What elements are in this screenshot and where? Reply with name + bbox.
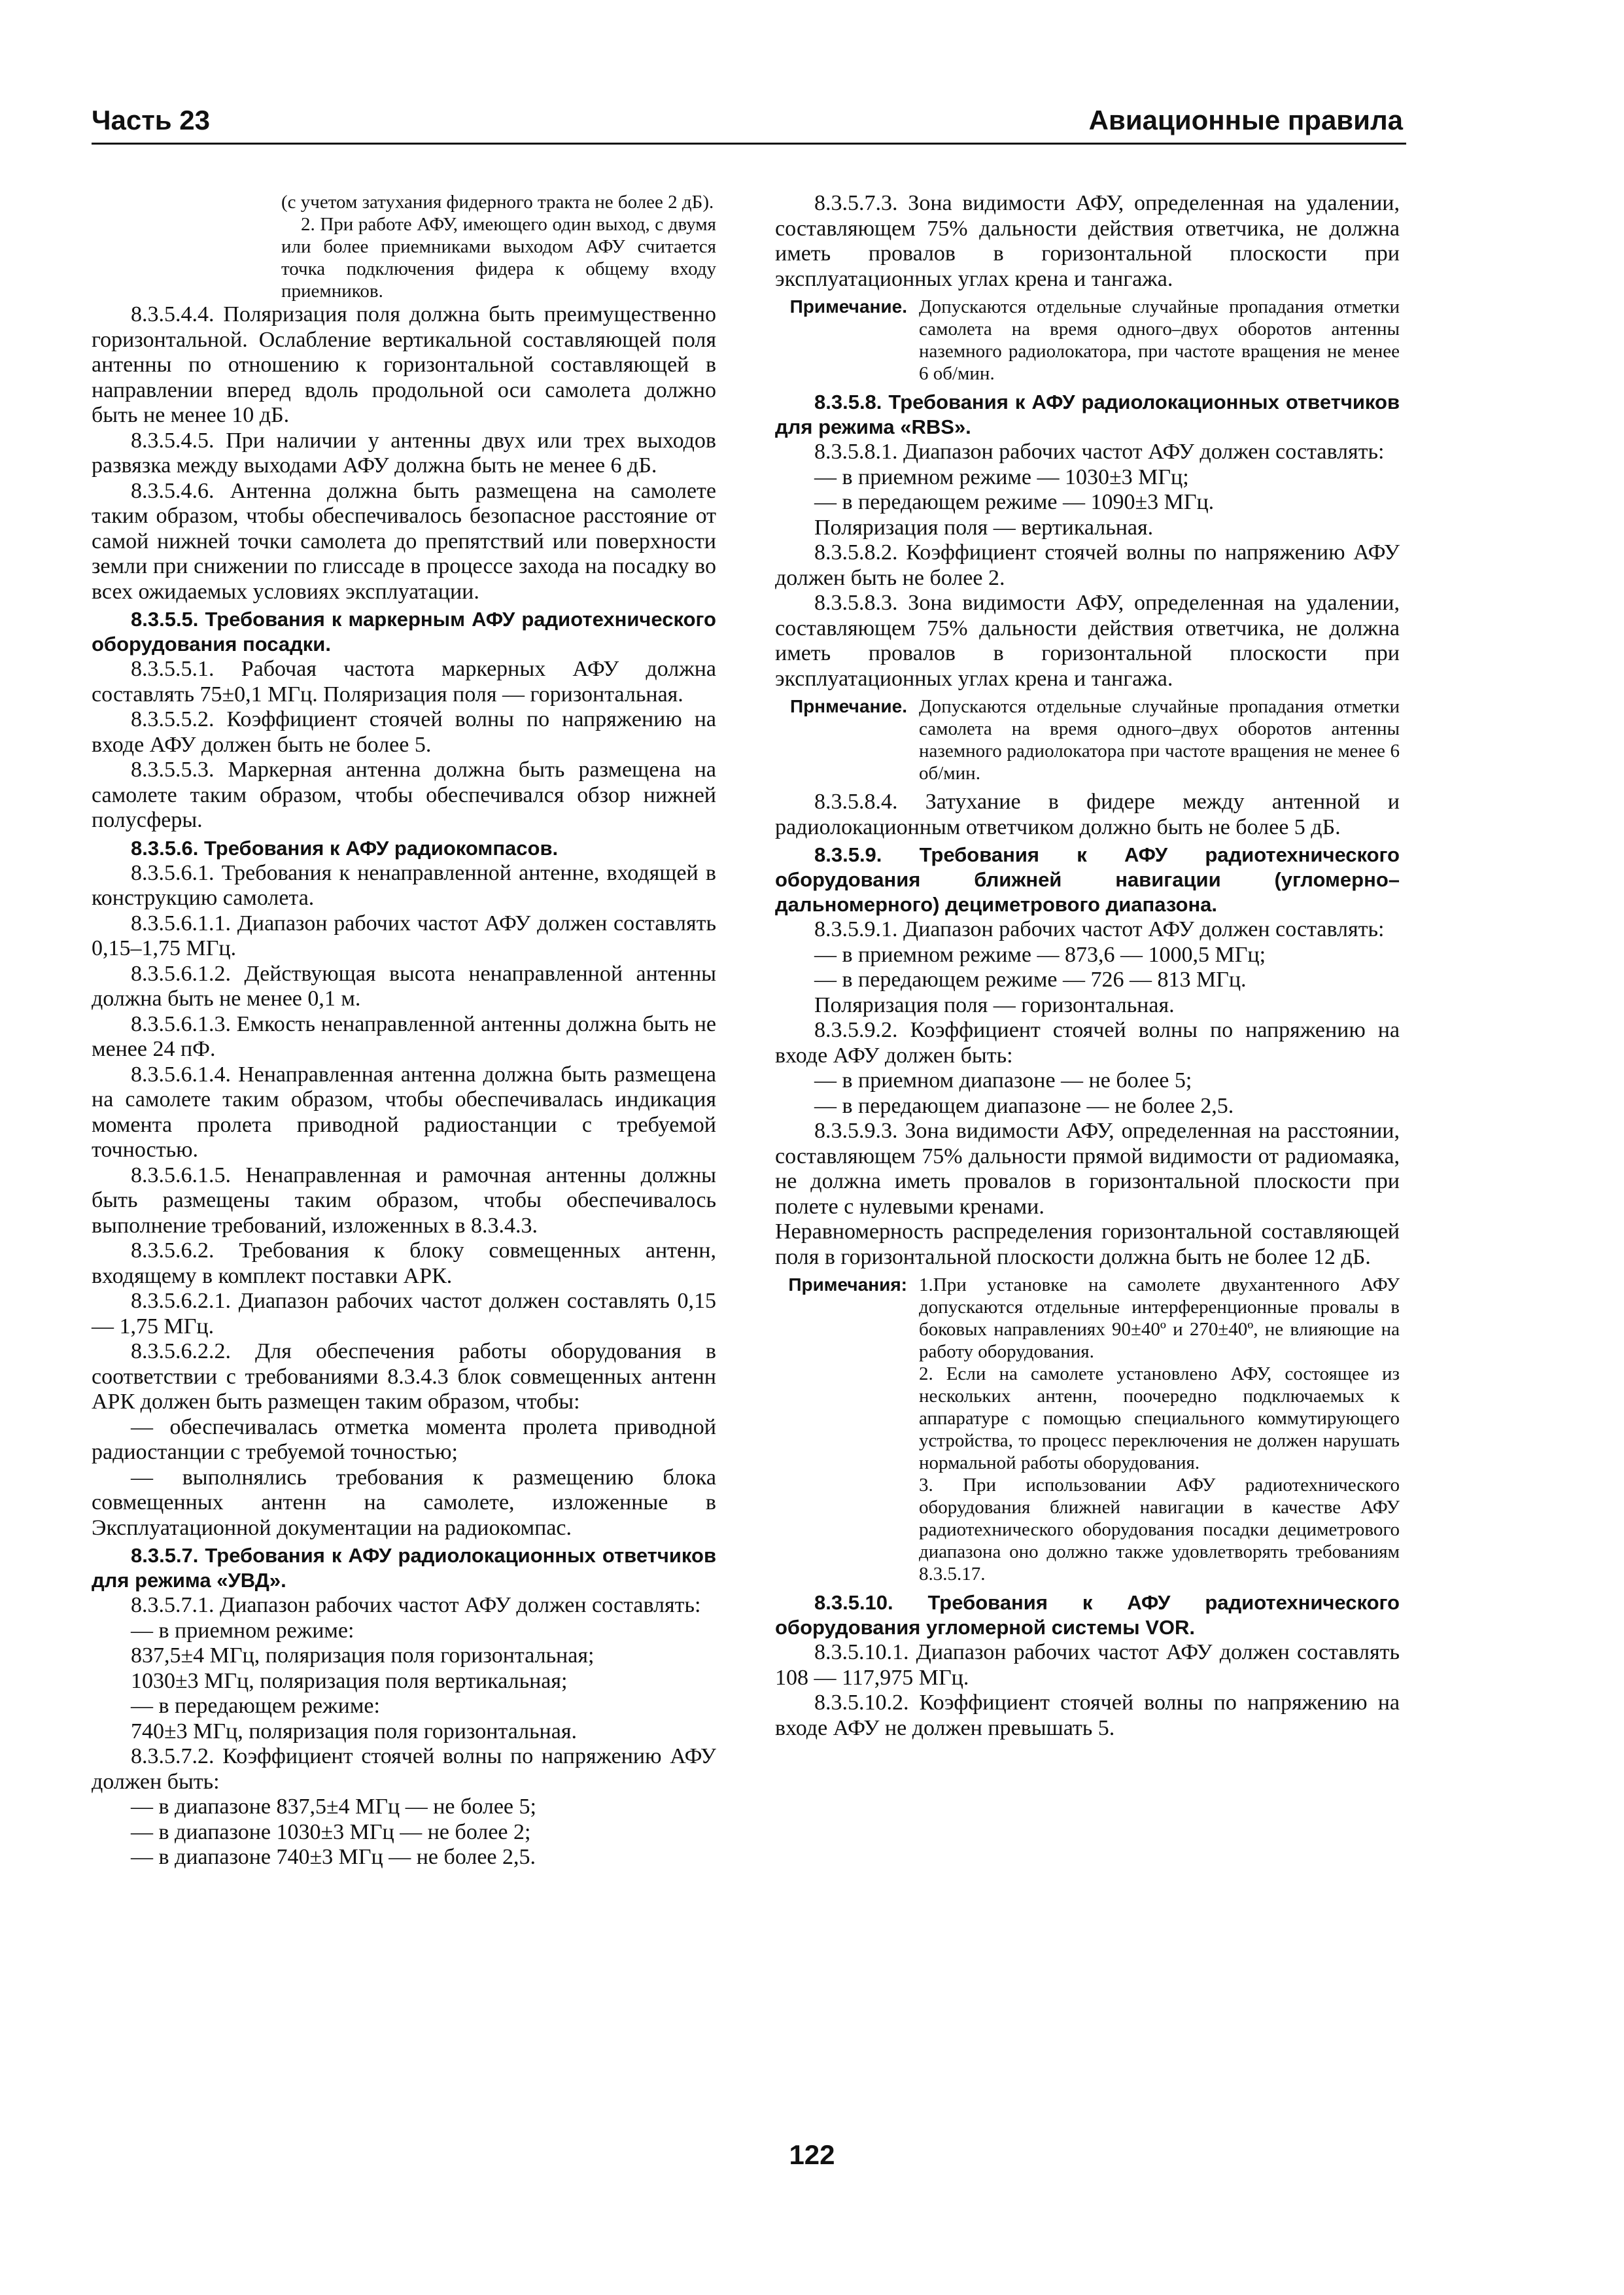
list-item: Поляризация поля — вертикальная. <box>814 515 1154 540</box>
list-item: — в приемном диапазоне — не более 5; <box>814 1068 1192 1093</box>
list-item: — в передающем режиме — 1090±3 МГц. <box>814 490 1215 514</box>
list-item: — в приемном режиме: <box>131 1618 354 1643</box>
note-item-2: 2. Если на самолете установлено АФУ, состоящее из нескольких антенн, поочередно подключаемых к аппаратуре с помощью специального коммутирующего устройства, то процесс переключения не должен нарушать нормальной работы оборудования. <box>919 1363 1400 1473</box>
list-item: — в приемном режиме — 873,6 — 1000,5 МГц; <box>814 942 1266 967</box>
note-fragment: (с учетом затухания фидерного тракта не более 2 дБ). <box>281 192 714 213</box>
paragraph: 8.3.5.5.3. Маркерная антенна должна быть размещена на самолете таким образом, чтобы обеспечивался обзор нижней полусферы. <box>92 758 716 832</box>
list-item: — в передающем диапазоне — не более 2,5. <box>814 1093 1234 1118</box>
paragraph: 8.3.5.5.1. Рабочая частота маркерных АФУ должна составлять 75±0,1 МГц. Поляризация поля — горизонтальная. <box>92 657 716 707</box>
paragraph: 8.3.5.6.1.5. Ненаправленная и рамочная антенны должны быть размещены таким образом, чтобы обеспечивалось выполнение требований, изложенных в 8.3.4.3. <box>92 1163 716 1238</box>
paragraph: 8.3.5.6.1.3. Емкость ненаправленной антенны должна быть не менее 24 пФ. <box>92 1011 716 1061</box>
list-item: — в диапазоне 837,5±4 МГц — не более 5; <box>131 1795 536 1819</box>
paragraph: 8.3.5.8.1. Диапазон рабочих частот АФУ должен составлять: <box>814 440 1385 464</box>
section-heading: 8.3.5.8. Требования к АФУ радиолокационных ответчиков для режима «RBS». <box>775 391 1400 438</box>
paragraph: 8.3.5.6.1. Требования к ненаправленной антенне, входящей в конструкцию самолета. <box>92 860 716 910</box>
section-heading: 8.3.5.5. Требования к маркерным АФУ радиотехнического оборудования посадки. <box>92 608 716 656</box>
list-item: — обеспечивалась отметка момента пролета приводной радиостанции с требуемой точностью; <box>92 1414 716 1464</box>
list-item: — в передающем режиме: <box>131 1694 380 1718</box>
list-item: — выполнялись требования к размещению блока совмещенных антенн на самолете, изложенные в Эксплуатационной документации на радиокомпас. <box>92 1465 716 1540</box>
note-item-1: 1.При установке на самолете двухантенного АФУ допускаются отдельные интерференционные провалы в боковых направлениях 90±40º и 270±40º, не влияющие на работу оборудования. <box>919 1274 1400 1362</box>
paragraph: 8.3.5.4.6. Антенна должна быть размещена на самолете таким образом, чтобы обеспечивалось безопасное расстояние от самой нижней точки самолета до препятствий или поверхности земли при снижении по глиссаде в процессе захода на посадку во всех ожидаемых условиях эксплуатации. <box>92 478 716 604</box>
notes-block <box>775 1274 1400 1585</box>
paragraph: 8.3.5.6.2.2. Для обеспечения работы оборудования в соответствии с требованиями 8.3.4.3 блок совмещенных антенн АРК должен быть размещен таким образом, чтобы: <box>92 1339 716 1414</box>
header-rule <box>92 143 1406 145</box>
part-label: Часть 23 <box>92 105 211 135</box>
section-heading: 8.3.5.9. Требования к АФУ радиотехнического оборудования ближней навигации (угломерно–дальномерного) дециметрового диапазона. <box>775 843 1400 916</box>
paragraph: 8.3.5.7.2. Коэффициент стоячей волны по напряжению АФУ должен быть: <box>92 1744 716 1794</box>
paragraph: Неравномерность распределения горизонтальной составляющей поля в горизонтальной плоскости должна быть не более 12 дБ. <box>775 1219 1400 1269</box>
paragraph: 8.3.5.9.2. Коэффициент стоячей волны по напряжению на входе АФУ должен быть: <box>775 1018 1400 1068</box>
note-block <box>775 296 1400 385</box>
section-heading: 8.3.5.6. Требования к АФУ радиокомпасов. <box>131 836 559 860</box>
paragraph: 8.3.5.6.1.4. Ненаправленная антенна должна быть размещена на самолете таким образом, чтобы обеспечивалась индикация момента пролета приводной радиостанции с требуемой точностью. <box>92 1062 716 1162</box>
paragraph: 8.3.5.4.4. Поляризация поля должна быть преимущественно горизонтальной. Ослабление вертикальной составляющей поля антенны по отношению к горизонтальной составляющей в направлении вперед вдоль продольной оси самолета должно быть не менее 10 дБ. <box>92 302 716 427</box>
paragraph: 8.3.5.8.3. Зона видимости АФУ, определенная на удалении, составляющем 75% дальности действия ответчика, не должна иметь провалов в горизонтальной плоскости при эксплуатационных углах крена и тангажа. <box>775 591 1400 691</box>
list-item: Поляризация поля — горизонтальная. <box>814 992 1175 1017</box>
note-body <box>919 296 1400 385</box>
note-text: Допускаются отдельные случайные пропадания отметки самолета на время одного–двух оборотов антенны наземного радиолокатора при частоте вращения не менее 6 об/мин. <box>919 696 1400 784</box>
page-number: 122 <box>789 2139 835 2170</box>
left-column <box>92 191 716 1870</box>
notes-label: Примечания: <box>788 1274 907 1295</box>
note-label: Примечание. <box>789 296 907 317</box>
paragraph: 8.3.5.4.5. При наличии у антенны двух или трех выходов развязка между выходами АФУ должна быть не менее 6 дБ. <box>92 428 716 478</box>
note-label: Прнмечание. <box>789 696 907 716</box>
list-item: — в диапазоне 1030±3 МГц — не более 2; <box>131 1819 531 1844</box>
continued-note <box>281 191 716 302</box>
list-item: 1030±3 МГц, поляризация поля вертикальная; <box>131 1668 568 1693</box>
paragraph: 8.3.5.9.3. Зона видимости АФУ, определенная на расстоянии, составляющем 75% дальности прямой видимости от радиомаяка, не должна иметь провалов в горизонтальной плоскости при полете с нулевыми кренами. <box>775 1119 1400 1219</box>
list-item: — в диапазоне 740±3 МГц — не более 2,5. <box>131 1845 536 1869</box>
list-item: 837,5±4 МГц, поляризация поля горизонтальная; <box>131 1643 595 1668</box>
list-item: 740±3 МГц, поляризация поля горизонтальная. <box>131 1719 577 1743</box>
paragraph: 8.3.5.5.2. Коэффициент стоячей волны по напряжению на входе АФУ должен быть не более 5. <box>92 707 716 757</box>
paragraph: 8.3.5.10.1. Диапазон рабочих частот АФУ должен составлять 108 — 117,975 МГц. <box>775 1640 1400 1690</box>
paragraph: 8.3.5.6.2.1. Диапазон рабочих частот должен составлять 0,15 — 1,75 МГц. <box>92 1289 716 1339</box>
list-item: — в приемном режиме — 1030±3 МГц; <box>814 464 1189 489</box>
note-block <box>775 695 1400 784</box>
paragraph: 8.3.5.10.2. Коэффициент стоячей волны по напряжению на входе АФУ не должен превышать 5. <box>775 1691 1400 1740</box>
document-title: Авиационные правила <box>1088 105 1403 135</box>
paragraph: 8.3.5.8.2. Коэффициент стоячей волны по напряжению АФУ должен быть не более 2. <box>775 540 1400 590</box>
paragraph: 8.3.5.8.4. Затухание в фидере между антенной и радиолокационным ответчиком должно быть не более 5 дБ. <box>775 790 1400 839</box>
note-item-3: 3. При использовании АФУ радиотехнического оборудования ближней навигации в качестве АФУ радиотехнического оборудования посадки дециметрового диапазона оно должно также удовлетворять требованиям 8.3.5.17. <box>919 1475 1400 1585</box>
section-heading: 8.3.5.7. Требования к АФУ радиолокационных ответчиков для режима «УВД». <box>92 1544 716 1592</box>
list-item: — в передающем режиме — 726 — 813 МГц. <box>814 968 1247 992</box>
paragraph: 8.3.5.9.1. Диапазон рабочих частот АФУ должен составлять: <box>814 917 1385 941</box>
note-body <box>919 695 1400 784</box>
section-heading: 8.3.5.10. Требования к АФУ радиотехнического оборудования угломерной системы VOR. <box>775 1591 1400 1639</box>
notes-body <box>919 1274 1400 1585</box>
paragraph: 8.3.5.7.1. Диапазон рабочих частот АФУ должен составлять: <box>131 1593 701 1617</box>
note-item-2: 2. При работе АФУ, имеющего один выход, с двумя или более приемниками выходом АФУ считается точка подключения фидера к общему входу приемников. <box>281 214 716 302</box>
right-column <box>775 191 1400 1741</box>
note-text: Допускаются отдельные случайные пропадания отметки самолета на время одного–двух оборотов антенны наземного радиолокатора, при частоте вращения не менее 6 об/мин. <box>919 296 1400 384</box>
paragraph: 8.3.5.6.2. Требования к блоку совмещенных антенн, входящему в комплект поставки АРК. <box>92 1238 716 1288</box>
paragraph: 8.3.5.6.1.2. Действующая высота ненаправленной антенны должна быть не менее 0,1 м. <box>92 961 716 1011</box>
paragraph: 8.3.5.7.3. Зона видимости АФУ, определенная на удалении, составляющем 75% дальности действия ответчика, не должна иметь провалов в горизонтальной плоскости при эксплуатационных углах крена и тангажа. <box>775 191 1400 291</box>
paragraph: 8.3.5.6.1.1. Диапазон рабочих частот АФУ должен составлять 0,15–1,75 МГц. <box>92 911 716 960</box>
